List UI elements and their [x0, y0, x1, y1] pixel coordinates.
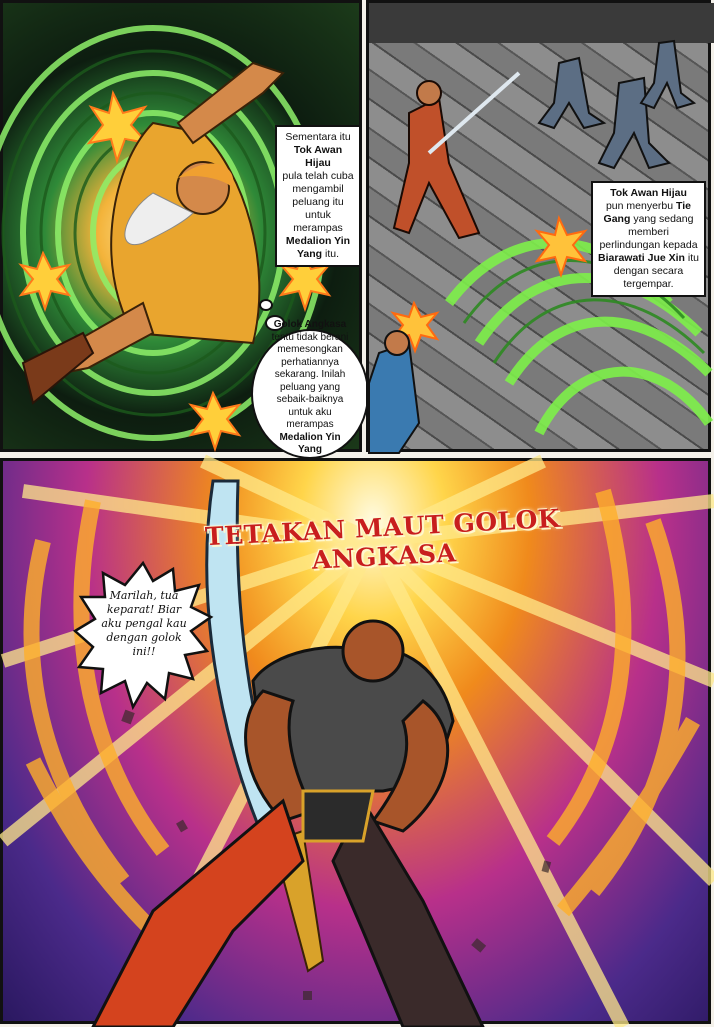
- panel-bottom-splash: [0, 458, 711, 1024]
- caption-text: yang sedang memberi perlindungan kepada: [599, 213, 698, 251]
- warrior-belt: [303, 791, 373, 841]
- panel-top-right: [366, 0, 711, 452]
- caption-character-name: Tok Awan Hijau: [293, 144, 343, 169]
- attack-name-title: TETAKAN MAUT GOLOK ANGKASA: [204, 503, 561, 575]
- warrior-red-figure: [394, 73, 519, 238]
- thought-character-name: Golok Angkasa: [273, 319, 347, 330]
- caption-character-name: Tok Awan Hijau: [610, 187, 687, 199]
- thought-item-name: Medalion Yin Yang: [279, 431, 341, 455]
- warrior-left-leg: [93, 801, 303, 1027]
- fighters-background: [539, 41, 694, 168]
- thought-bubble-tail: [259, 299, 273, 311]
- shout-text: Marilah, tua keparat! Biar aku pengal kau dengan golok ini!!: [101, 589, 187, 658]
- thought-text: tentu tidak berani memesongkan perhatiannya sekarang. Inilah peluang yang sebaik-baiknya untuk aku merampas: [271, 331, 349, 430]
- caption-text: pula telah cuba mengambil peluang itu untuk merampas: [282, 170, 354, 234]
- narration-caption: [591, 181, 706, 297]
- caption-item-name: Medalion Yin Yang: [285, 235, 351, 260]
- caption-character-name: Tie Gang: [603, 200, 692, 225]
- warrior-head: [343, 621, 403, 681]
- thought-bubble: [251, 319, 369, 459]
- caption-character-name: Biarawati Jue Xin: [598, 252, 685, 264]
- caption-text: pun menyerbu: [605, 200, 674, 212]
- caption-text: itu dengan secara tergempar.: [613, 252, 699, 290]
- panel-top-left: [0, 0, 362, 455]
- caption-text: Sementara itu: [285, 131, 351, 143]
- caption-text: itu.: [325, 248, 340, 260]
- narration-caption: [275, 125, 361, 267]
- monk-blue-figure: [369, 331, 419, 453]
